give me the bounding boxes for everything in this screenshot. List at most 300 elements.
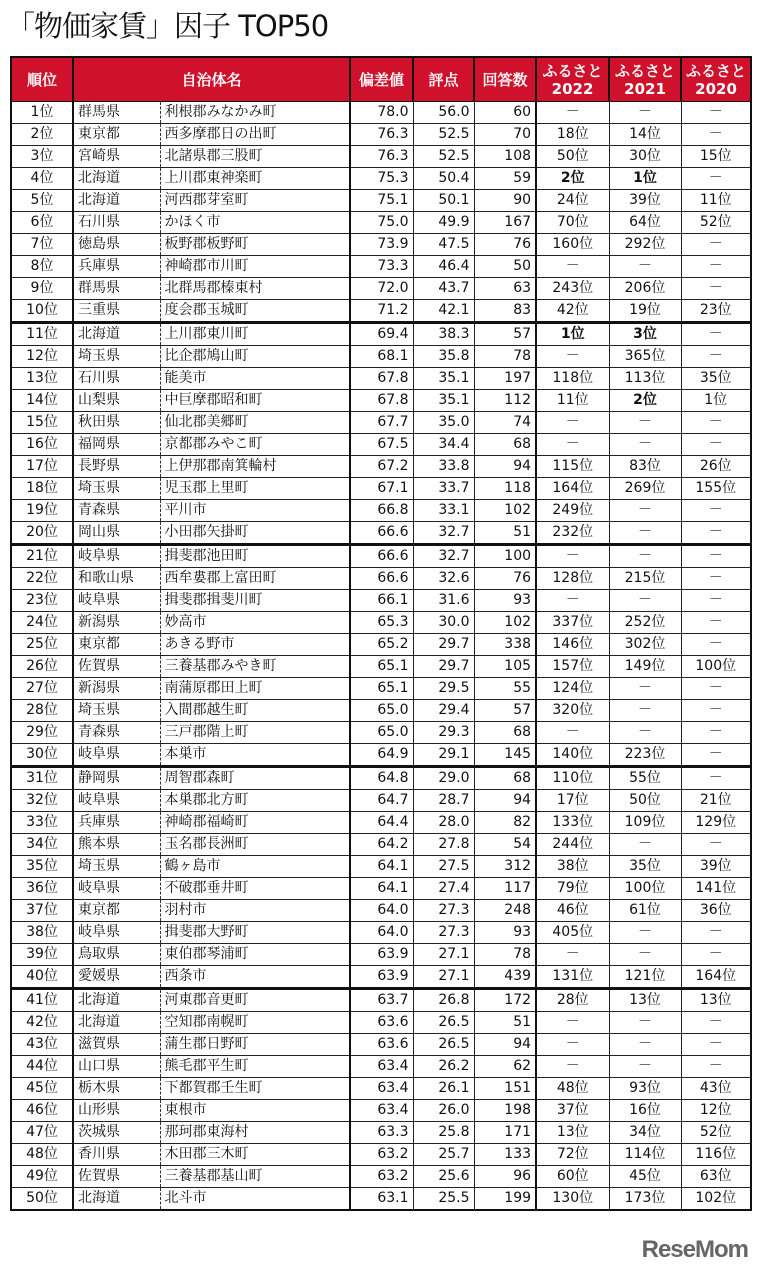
cell-score: 33.8 — [413, 456, 474, 478]
cell-deviation: 66.6 — [350, 545, 413, 568]
cell-municipality: 鶴ヶ島市 — [160, 856, 350, 878]
cell-furusato-2020: － — [681, 323, 751, 346]
table-body — [11, 102, 751, 1211]
cell-furusato-2021: 13位 — [609, 989, 681, 1012]
cell-responses: 108 — [474, 146, 536, 168]
cell-score: 52.5 — [413, 146, 474, 168]
cell-furusato-2021: 1位 — [609, 168, 681, 190]
cell-score: 33.1 — [413, 500, 474, 522]
cell-furusato-2021: － — [609, 678, 681, 700]
cell-score: 26.5 — [413, 1034, 474, 1056]
cell-responses: 59 — [474, 168, 536, 190]
cell-responses: 248 — [474, 900, 536, 922]
cell-municipality: 京都郡みやこ町 — [160, 434, 350, 456]
cell-score: 26.5 — [413, 1012, 474, 1034]
cell-deviation: 76.3 — [350, 146, 413, 168]
cell-furusato-2021: 173位 — [609, 1188, 681, 1211]
cell-responses: 57 — [474, 323, 536, 346]
table-row — [11, 256, 751, 278]
cell-responses: 93 — [474, 590, 536, 612]
cell-prefecture: 徳島県 — [73, 234, 160, 256]
cell-deviation: 67.8 — [350, 390, 413, 412]
cell-furusato-2022: － — [536, 256, 609, 278]
table-row — [11, 989, 751, 1012]
cell-furusato-2021: － — [609, 522, 681, 545]
cell-prefecture: 福岡県 — [73, 434, 160, 456]
cell-furusato-2020: 52位 — [681, 1122, 751, 1144]
cell-municipality: 本巣郡北方町 — [160, 790, 350, 812]
cell-score: 27.1 — [413, 944, 474, 966]
cell-responses: 82 — [474, 812, 536, 834]
cell-furusato-2022: 46位 — [536, 900, 609, 922]
cell-furusato-2021: 61位 — [609, 900, 681, 922]
cell-municipality: 上川郡東川町 — [160, 323, 350, 346]
cell-score: 43.7 — [413, 278, 474, 300]
cell-furusato-2022: 2位 — [536, 168, 609, 190]
cell-furusato-2022: 18位 — [536, 124, 609, 146]
cell-prefecture: 岐阜県 — [73, 878, 160, 900]
cell-rank: 44位 — [11, 1056, 73, 1078]
cell-responses: 197 — [474, 368, 536, 390]
table-row — [11, 478, 751, 500]
cell-rank: 28位 — [11, 700, 73, 722]
cell-furusato-2020: － — [681, 1056, 751, 1078]
cell-municipality: 西条市 — [160, 966, 350, 989]
cell-responses: 171 — [474, 1122, 536, 1144]
cell-furusato-2020: 39位 — [681, 856, 751, 878]
cell-furusato-2020: － — [681, 922, 751, 944]
cell-responses: 93 — [474, 922, 536, 944]
cell-furusato-2020: 141位 — [681, 878, 751, 900]
cell-rank: 47位 — [11, 1122, 73, 1144]
cell-deviation: 64.1 — [350, 878, 413, 900]
table-row — [11, 678, 751, 700]
cell-rank: 19位 — [11, 500, 73, 522]
cell-prefecture: 山梨県 — [73, 390, 160, 412]
cell-rank: 25位 — [11, 634, 73, 656]
cell-deviation: 75.1 — [350, 190, 413, 212]
cell-furusato-2022: 60位 — [536, 1166, 609, 1188]
cell-deviation: 65.0 — [350, 722, 413, 744]
cell-responses: 94 — [474, 456, 536, 478]
cell-furusato-2022: 133位 — [536, 812, 609, 834]
header-responses: 回答数 — [474, 57, 536, 102]
cell-rank: 8位 — [11, 256, 73, 278]
cell-municipality: 北諸県郡三股町 — [160, 146, 350, 168]
cell-rank: 27位 — [11, 678, 73, 700]
table-row — [11, 744, 751, 767]
cell-furusato-2022: 17位 — [536, 790, 609, 812]
cell-furusato-2020: － — [681, 124, 751, 146]
cell-prefecture: 北海道 — [73, 989, 160, 1012]
cell-furusato-2020: 129位 — [681, 812, 751, 834]
cell-rank: 11位 — [11, 323, 73, 346]
cell-responses: 133 — [474, 1144, 536, 1166]
cell-furusato-2021: 365位 — [609, 346, 681, 368]
table-row — [11, 767, 751, 790]
cell-score: 32.7 — [413, 522, 474, 545]
cell-prefecture: 東京都 — [73, 900, 160, 922]
cell-score: 27.3 — [413, 922, 474, 944]
cell-furusato-2022: － — [536, 434, 609, 456]
cell-score: 27.1 — [413, 966, 474, 989]
cell-rank: 37位 — [11, 900, 73, 922]
cell-municipality: 三戸郡階上町 — [160, 722, 350, 744]
table-row — [11, 656, 751, 678]
cell-municipality: あきる野市 — [160, 634, 350, 656]
cell-prefecture: 宮崎県 — [73, 146, 160, 168]
cell-furusato-2020: 63位 — [681, 1166, 751, 1188]
cell-rank: 24位 — [11, 612, 73, 634]
cell-furusato-2022: 110位 — [536, 767, 609, 790]
table-row — [11, 856, 751, 878]
cell-furusato-2020: － — [681, 1012, 751, 1034]
cell-responses: 96 — [474, 1166, 536, 1188]
cell-score: 52.5 — [413, 124, 474, 146]
cell-prefecture: 石川県 — [73, 368, 160, 390]
cell-municipality: 玉名郡長洲町 — [160, 834, 350, 856]
cell-furusato-2022: 405位 — [536, 922, 609, 944]
cell-score: 49.9 — [413, 212, 474, 234]
cell-furusato-2020: － — [681, 500, 751, 522]
cell-score: 33.7 — [413, 478, 474, 500]
cell-deviation: 64.9 — [350, 744, 413, 767]
cell-prefecture: 佐賀県 — [73, 656, 160, 678]
cell-deviation: 75.0 — [350, 212, 413, 234]
cell-prefecture: 東京都 — [73, 634, 160, 656]
cell-furusato-2022: 115位 — [536, 456, 609, 478]
cell-furusato-2021: － — [609, 412, 681, 434]
cell-responses: 199 — [474, 1188, 536, 1211]
cell-furusato-2022: 146位 — [536, 634, 609, 656]
cell-score: 32.6 — [413, 568, 474, 590]
cell-score: 28.7 — [413, 790, 474, 812]
cell-deviation: 66.6 — [350, 522, 413, 545]
cell-responses: 74 — [474, 412, 536, 434]
cell-furusato-2021: 302位 — [609, 634, 681, 656]
cell-furusato-2021: 16位 — [609, 1100, 681, 1122]
cell-score: 25.7 — [413, 1144, 474, 1166]
cell-score: 26.0 — [413, 1100, 474, 1122]
table-row — [11, 300, 751, 323]
cell-responses: 167 — [474, 212, 536, 234]
table-row — [11, 1188, 751, 1211]
cell-furusato-2020: － — [681, 234, 751, 256]
cell-furusato-2022: 13位 — [536, 1122, 609, 1144]
cell-responses: 312 — [474, 856, 536, 878]
cell-furusato-2022: 1位 — [536, 323, 609, 346]
cell-furusato-2022: － — [536, 722, 609, 744]
cell-prefecture: 群馬県 — [73, 102, 160, 124]
cell-prefecture: 岐阜県 — [73, 922, 160, 944]
cell-score: 34.4 — [413, 434, 474, 456]
cell-deviation: 63.2 — [350, 1144, 413, 1166]
cell-deviation: 71.2 — [350, 300, 413, 323]
cell-municipality: かほく市 — [160, 212, 350, 234]
cell-furusato-2021: － — [609, 1034, 681, 1056]
header-rank: 順位 — [11, 57, 73, 102]
cell-furusato-2020: － — [681, 434, 751, 456]
cell-score: 29.5 — [413, 678, 474, 700]
cell-furusato-2021: 39位 — [609, 190, 681, 212]
table-row — [11, 790, 751, 812]
cell-rank: 22位 — [11, 568, 73, 590]
cell-municipality: 比企郡鳩山町 — [160, 346, 350, 368]
cell-responses: 145 — [474, 744, 536, 767]
table-row — [11, 346, 751, 368]
cell-furusato-2020: － — [681, 256, 751, 278]
cell-deviation: 63.6 — [350, 1034, 413, 1056]
cell-furusato-2021: 3位 — [609, 323, 681, 346]
table-row — [11, 168, 751, 190]
cell-furusato-2020: － — [681, 412, 751, 434]
table-row — [11, 1144, 751, 1166]
cell-furusato-2020: 100位 — [681, 656, 751, 678]
cell-responses: 117 — [474, 878, 536, 900]
cell-municipality: 度会郡玉城町 — [160, 300, 350, 323]
cell-furusato-2022: 164位 — [536, 478, 609, 500]
cell-prefecture: 群馬県 — [73, 278, 160, 300]
table-header-row — [11, 57, 751, 102]
cell-deviation: 66.6 — [350, 568, 413, 590]
cell-furusato-2021: 64位 — [609, 212, 681, 234]
cell-rank: 34位 — [11, 834, 73, 856]
cell-furusato-2022: 50位 — [536, 146, 609, 168]
cell-furusato-2020: － — [681, 767, 751, 790]
cell-score: 26.2 — [413, 1056, 474, 1078]
cell-prefecture: 石川県 — [73, 212, 160, 234]
cell-responses: 338 — [474, 634, 536, 656]
cell-furusato-2022: － — [536, 1056, 609, 1078]
table-row — [11, 522, 751, 545]
cell-deviation: 67.7 — [350, 412, 413, 434]
cell-deviation: 75.3 — [350, 168, 413, 190]
cell-responses: 63 — [474, 278, 536, 300]
cell-deviation: 63.4 — [350, 1100, 413, 1122]
cell-municipality: 西多摩郡日の出町 — [160, 124, 350, 146]
cell-furusato-2021: － — [609, 434, 681, 456]
cell-municipality: 妙高市 — [160, 612, 350, 634]
cell-deviation: 64.1 — [350, 856, 413, 878]
cell-score: 27.3 — [413, 900, 474, 922]
cell-furusato-2020: 11位 — [681, 190, 751, 212]
cell-score: 29.4 — [413, 700, 474, 722]
table-row — [11, 102, 751, 124]
cell-prefecture: 山口県 — [73, 1056, 160, 1078]
cell-responses: 105 — [474, 656, 536, 678]
cell-furusato-2020: － — [681, 102, 751, 124]
header-deviation: 偏差値 — [350, 57, 413, 102]
cell-deviation: 66.8 — [350, 500, 413, 522]
cell-municipality: 北斗市 — [160, 1188, 350, 1211]
cell-deviation: 63.9 — [350, 944, 413, 966]
cell-furusato-2020: 116位 — [681, 1144, 751, 1166]
cell-deviation: 63.2 — [350, 1166, 413, 1188]
cell-score: 46.4 — [413, 256, 474, 278]
cell-furusato-2020: － — [681, 545, 751, 568]
cell-furusato-2022: － — [536, 412, 609, 434]
cell-rank: 30位 — [11, 744, 73, 767]
cell-furusato-2021: － — [609, 1056, 681, 1078]
cell-municipality: 揖斐郡池田町 — [160, 545, 350, 568]
cell-prefecture: 岐阜県 — [73, 590, 160, 612]
cell-deviation: 65.2 — [350, 634, 413, 656]
table-row — [11, 323, 751, 346]
cell-score: 35.8 — [413, 346, 474, 368]
cell-score: 26.8 — [413, 989, 474, 1012]
cell-prefecture: 青森県 — [73, 500, 160, 522]
cell-municipality: 熊毛郡平生町 — [160, 1056, 350, 1078]
cell-rank: 41位 — [11, 989, 73, 1012]
cell-rank: 36位 — [11, 878, 73, 900]
cell-deviation: 72.0 — [350, 278, 413, 300]
cell-score: 50.1 — [413, 190, 474, 212]
cell-responses: 76 — [474, 234, 536, 256]
cell-prefecture: 茨城県 — [73, 1122, 160, 1144]
cell-responses: 51 — [474, 1012, 536, 1034]
cell-prefecture: 新潟県 — [73, 678, 160, 700]
cell-furusato-2021: 206位 — [609, 278, 681, 300]
cell-prefecture: 佐賀県 — [73, 1166, 160, 1188]
cell-furusato-2021: － — [609, 590, 681, 612]
cell-rank: 39位 — [11, 944, 73, 966]
cell-prefecture: 北海道 — [73, 168, 160, 190]
cell-municipality: 北群馬郡榛東村 — [160, 278, 350, 300]
cell-deviation: 65.1 — [350, 656, 413, 678]
cell-rank: 23位 — [11, 590, 73, 612]
cell-rank: 35位 — [11, 856, 73, 878]
table-row — [11, 722, 751, 744]
cell-furusato-2022: 70位 — [536, 212, 609, 234]
cell-prefecture: 長野県 — [73, 456, 160, 478]
cell-prefecture: 北海道 — [73, 190, 160, 212]
cell-furusato-2020: 12位 — [681, 1100, 751, 1122]
cell-rank: 10位 — [11, 300, 73, 323]
cell-furusato-2021: 109位 — [609, 812, 681, 834]
cell-furusato-2021: － — [609, 700, 681, 722]
cell-municipality: 木田郡三木町 — [160, 1144, 350, 1166]
cell-furusato-2021: － — [609, 102, 681, 124]
cell-rank: 9位 — [11, 278, 73, 300]
header-municipality: 自治体名 — [73, 57, 350, 102]
cell-furusato-2022: 232位 — [536, 522, 609, 545]
cell-rank: 33位 — [11, 812, 73, 834]
cell-furusato-2022: 244位 — [536, 834, 609, 856]
cell-deviation: 64.4 — [350, 812, 413, 834]
cell-prefecture: 東京都 — [73, 124, 160, 146]
cell-score: 30.0 — [413, 612, 474, 634]
cell-rank: 29位 — [11, 722, 73, 744]
cell-municipality: 揖斐郡揖斐川町 — [160, 590, 350, 612]
cell-rank: 2位 — [11, 124, 73, 146]
cell-furusato-2022: 42位 — [536, 300, 609, 323]
cell-rank: 46位 — [11, 1100, 73, 1122]
cell-prefecture: 香川県 — [73, 1144, 160, 1166]
cell-responses: 78 — [474, 944, 536, 966]
cell-deviation: 63.4 — [350, 1056, 413, 1078]
cell-score: 35.0 — [413, 412, 474, 434]
cell-furusato-2022: － — [536, 1012, 609, 1034]
cell-deviation: 78.0 — [350, 102, 413, 124]
table-row — [11, 368, 751, 390]
cell-rank: 20位 — [11, 522, 73, 545]
cell-score: 56.0 — [413, 102, 474, 124]
cell-score: 27.4 — [413, 878, 474, 900]
cell-furusato-2022: 28位 — [536, 989, 609, 1012]
cell-furusato-2020: － — [681, 678, 751, 700]
cell-furusato-2021: 223位 — [609, 744, 681, 767]
cell-furusato-2020: － — [681, 278, 751, 300]
cell-municipality: 中巨摩郡昭和町 — [160, 390, 350, 412]
cell-rank: 3位 — [11, 146, 73, 168]
cell-rank: 26位 — [11, 656, 73, 678]
cell-furusato-2021: 50位 — [609, 790, 681, 812]
cell-furusato-2022: 128位 — [536, 568, 609, 590]
table-row — [11, 634, 751, 656]
cell-municipality: 三養基郡基山町 — [160, 1166, 350, 1188]
cell-municipality: 那珂郡東海村 — [160, 1122, 350, 1144]
table-row — [11, 590, 751, 612]
cell-municipality: 河東郡音更町 — [160, 989, 350, 1012]
cell-furusato-2020: － — [681, 612, 751, 634]
cell-municipality: 下都賀郡壬生町 — [160, 1078, 350, 1100]
cell-rank: 43位 — [11, 1034, 73, 1056]
cell-score: 27.8 — [413, 834, 474, 856]
table-row — [11, 944, 751, 966]
cell-prefecture: 新潟県 — [73, 612, 160, 634]
cell-deviation: 64.0 — [350, 922, 413, 944]
cell-deviation: 64.2 — [350, 834, 413, 856]
cell-furusato-2021: 292位 — [609, 234, 681, 256]
cell-responses: 60 — [474, 102, 536, 124]
cell-score: 27.5 — [413, 856, 474, 878]
cell-furusato-2021: 45位 — [609, 1166, 681, 1188]
cell-furusato-2022: － — [536, 545, 609, 568]
table-row — [11, 278, 751, 300]
cell-municipality: 空知郡南幌町 — [160, 1012, 350, 1034]
cell-furusato-2020: 164位 — [681, 966, 751, 989]
cell-responses: 94 — [474, 790, 536, 812]
cell-furusato-2022: － — [536, 1034, 609, 1056]
cell-furusato-2022: 118位 — [536, 368, 609, 390]
cell-municipality: 本巣市 — [160, 744, 350, 767]
cell-furusato-2020: 1位 — [681, 390, 751, 412]
table-row — [11, 1012, 751, 1034]
cell-prefecture: 兵庫県 — [73, 256, 160, 278]
table-row — [11, 1056, 751, 1078]
cell-score: 38.3 — [413, 323, 474, 346]
cell-responses: 70 — [474, 124, 536, 146]
cell-responses: 51 — [474, 522, 536, 545]
cell-furusato-2021: 114位 — [609, 1144, 681, 1166]
cell-responses: 68 — [474, 722, 536, 744]
cell-score: 29.7 — [413, 656, 474, 678]
cell-municipality: 三養基郡みやき町 — [160, 656, 350, 678]
cell-responses: 83 — [474, 300, 536, 323]
cell-furusato-2022: 131位 — [536, 966, 609, 989]
cell-rank: 6位 — [11, 212, 73, 234]
cell-rank: 31位 — [11, 767, 73, 790]
cell-prefecture: 秋田県 — [73, 412, 160, 434]
cell-prefecture: 埼玉県 — [73, 478, 160, 500]
cell-prefecture: 北海道 — [73, 1012, 160, 1034]
cell-score: 25.5 — [413, 1188, 474, 1211]
cell-deviation: 67.5 — [350, 434, 413, 456]
cell-furusato-2022: 38位 — [536, 856, 609, 878]
cell-municipality: 不破郡垂井町 — [160, 878, 350, 900]
ranking-table — [10, 56, 752, 1211]
cell-responses: 112 — [474, 390, 536, 412]
